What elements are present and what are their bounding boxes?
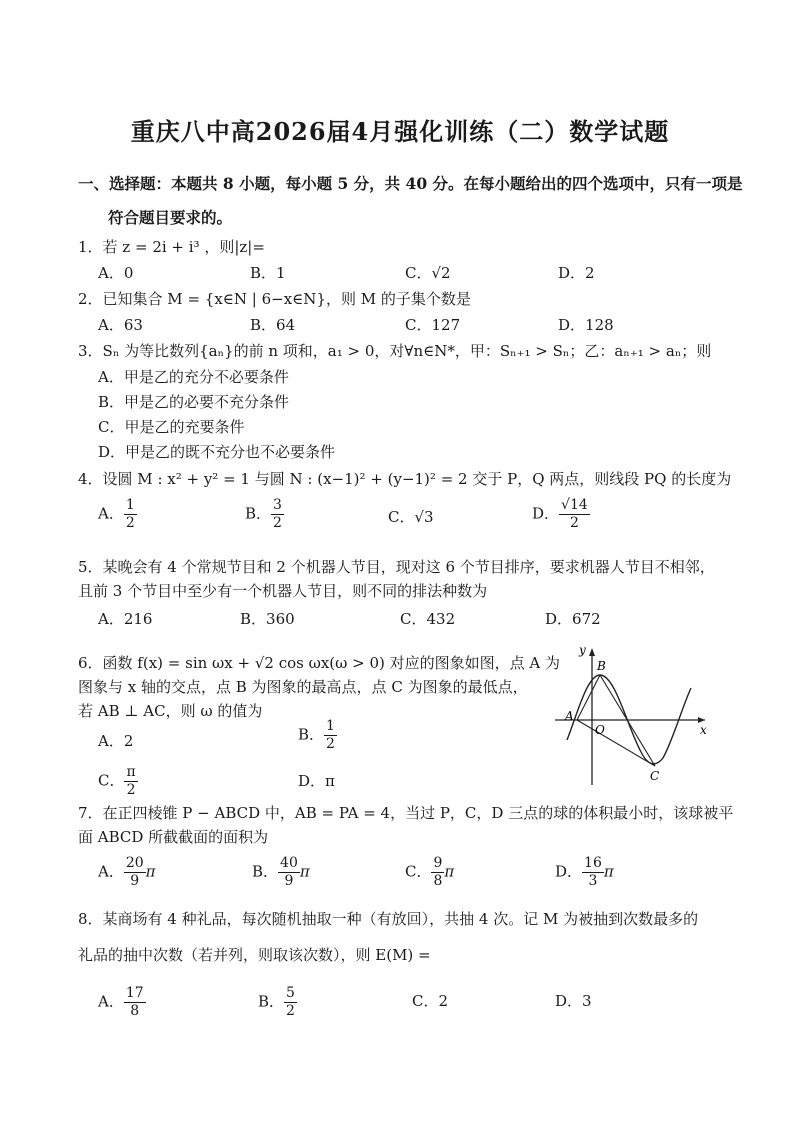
y-axis-arrow-icon xyxy=(589,648,595,656)
q8-option-b xyxy=(258,985,297,1020)
q6-option-b xyxy=(298,718,337,753)
q7-option-b-fraction: $\frac{40}{9}$ xyxy=(280,855,298,889)
q4-option-a-fraction: $\frac{1}{2}$ xyxy=(125,497,135,531)
q7-option-c-label: C． xyxy=(405,862,432,881)
q5-option-b: B．360 xyxy=(240,610,295,628)
y-axis-label: y xyxy=(579,643,586,657)
q7-option-a-fraction: $\frac{20}{9}$ xyxy=(125,855,144,889)
q7-option-d-label: D． xyxy=(555,862,583,881)
section-heading-line2: 符合题目要求的。 xyxy=(108,208,233,227)
q5-option-c: C．432 xyxy=(400,610,456,628)
q7-option-c-fraction: $\frac{9}{8}$ xyxy=(433,855,443,889)
q5-option-d: D．672 xyxy=(545,610,601,628)
q7-option-d-fraction: $\frac{16}{3}$ xyxy=(584,855,602,889)
q7-option-c: C． $\frac{9}{8}$ π xyxy=(405,855,455,889)
q6-option-c xyxy=(98,764,138,799)
q4-stem: 4．设圆 M : x² + y² = 1 与圆 N : (x−1)² + (y−1)² = 2 交于 P，Q 两点，则线段 PQ 的长度为 xyxy=(78,470,732,488)
q6-option-a: A．2 xyxy=(98,732,134,750)
segment-ab xyxy=(577,675,600,720)
q6-option-b-label: B． xyxy=(298,725,325,744)
q2-option-a: A．63 xyxy=(98,316,143,334)
q7-option-b-label: B． xyxy=(252,862,279,881)
page-title: 重庆八中高2026届4月强化训练（二）数学试题 xyxy=(130,117,670,146)
q8-option-c: C．2 xyxy=(412,992,449,1010)
q1-option-d: D．2 xyxy=(558,264,595,282)
point-a-label: A xyxy=(565,709,574,723)
q2-option-c: C．127 xyxy=(405,316,461,334)
q2-stem: 2．已知集合 M = {x∈N | 6−x∈N}，则 M 的子集个数是 xyxy=(78,290,471,308)
q4-option-c: C．√3 xyxy=(388,508,434,526)
q4-option-b-label: B． xyxy=(245,504,272,523)
q3-option-c: C．甲是乙的充要条件 xyxy=(98,418,245,436)
q4-option-d xyxy=(532,497,590,532)
q1-option-b: B．1 xyxy=(250,264,286,282)
q7-option-a: A． $\frac{20}{9}$ π xyxy=(98,855,156,889)
q6-sine-graph-figure xyxy=(555,640,715,785)
point-c-label: C xyxy=(650,769,660,783)
q4-option-d-fraction: $\frac{√14}{2}$ xyxy=(561,497,588,531)
q4-option-a-label: A． xyxy=(98,504,124,523)
q7-option-b: B． $\frac{40}{9}$ π xyxy=(252,855,310,889)
q3-option-a: A．甲是乙的充分不必要条件 xyxy=(98,368,289,386)
section-heading-line1: 一、选择题：本题共 8 小题，每小题 5 分，共 40 分。在每小题给出的四个选项中，只有一项是 xyxy=(78,174,743,193)
q3-stem: 3．Sₙ 为等比数列{aₙ}的前 n 项和，a₁ > 0，对∀n∈N*，甲：Sₙ₊₁ > Sₙ；乙：aₙ₊₁ > aₙ；则 xyxy=(78,342,712,360)
q6-option-b-fraction: $\frac{1}{2}$ xyxy=(326,718,335,752)
q8-option-a xyxy=(98,985,146,1020)
q1-option-c: C．√2 xyxy=(405,264,451,282)
q1-stem: 1．若 z = 2i + i³ ，则|z|= xyxy=(78,238,265,256)
q5-line2: 且前 3 个节目中至少有一个机器人节目，则不同的排法种数为 xyxy=(78,582,488,600)
q8-option-a-fraction: $\frac{17}{8}$ xyxy=(125,985,144,1019)
q7-line2: 面 ABCD 所截截面的面积为 xyxy=(78,828,269,846)
q5-line1: 5．某晚会有 4 个常规节目和 2 个机器人节目，现对这 6 个节目排序，要求机器人节目不相邻， xyxy=(78,558,715,576)
q3-option-b: B．甲是乙的必要不充分条件 xyxy=(98,393,290,411)
q1-option-a: A．0 xyxy=(98,264,134,282)
q8-line2: 礼品的抽中次数（若并列，则取该次数），则 E(M) = xyxy=(78,946,431,964)
q2-option-d: D．128 xyxy=(558,316,614,334)
q6-option-d: D．π xyxy=(298,772,335,790)
q7-line1: 7．在正四棱锥 P − ABCD 中，AB = PA = 4，当过 P，C，D 三点的球的体积最小时，该球被平 xyxy=(78,804,734,822)
q4-option-b-fraction: $\frac{3}{2}$ xyxy=(273,497,282,531)
q5-option-a: A．216 xyxy=(98,610,153,628)
origin-label: O xyxy=(595,723,605,737)
q3-option-d: D．甲是乙的既不充分也不必要条件 xyxy=(98,443,336,461)
q6-line3: 若 AB ⊥ AC，则 ω 的值为 xyxy=(78,702,263,720)
q6-line1: 6．函数 f(x) = sin ωx + √2 cos ωx(ω > 0) 对应的图象如图，点 A 为 xyxy=(78,654,561,672)
q4-option-b xyxy=(245,497,284,532)
q2-option-b: B．64 xyxy=(250,316,296,334)
segment-ac xyxy=(577,720,655,766)
q8-line1: 8．某商场有 4 种礼品，每次随机抽取一种（有放回），共抽 4 次。记 M 为被抽到次数最多的 xyxy=(78,910,699,928)
point-b-label: B xyxy=(597,659,606,673)
q4-option-d-label: D． xyxy=(532,504,560,523)
q6-line2: 图象与 x 轴的交点，点 B 为图象的最高点，点 C 为图象的最低点， xyxy=(78,678,528,696)
q8-option-d: D．3 xyxy=(555,992,592,1010)
q8-option-a-label: A． xyxy=(98,992,124,1011)
q6-option-c-label: C． xyxy=(98,771,125,790)
q7-option-a-label: A． xyxy=(98,862,124,881)
q4-option-a xyxy=(98,497,137,532)
q7-option-d: D． $\frac{16}{3}$ π xyxy=(555,855,614,889)
q8-option-b-label: B． xyxy=(258,992,285,1011)
q6-option-c-fraction: $\frac{\pi}{2}$ xyxy=(126,764,136,798)
x-axis-label: x xyxy=(700,723,707,737)
q8-option-b-fraction: $\frac{5}{2}$ xyxy=(286,985,295,1019)
